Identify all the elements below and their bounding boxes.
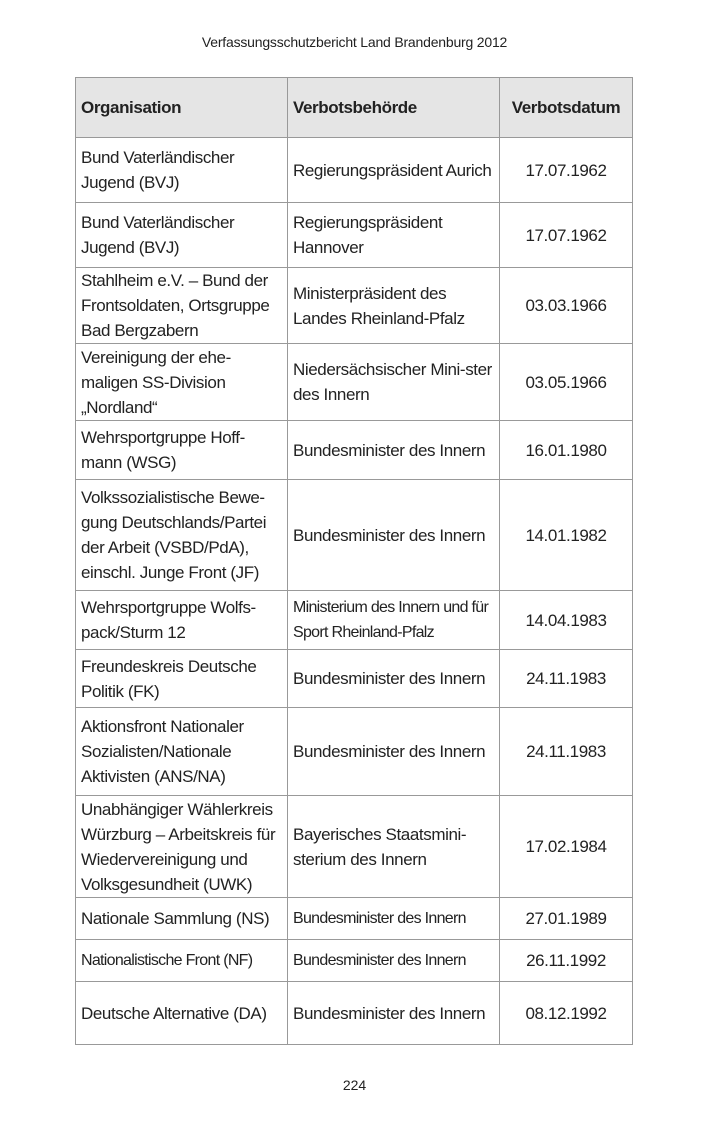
cell-organisation: Wehrsportgruppe Hoff-mann (WSG) (76, 421, 288, 480)
cell-organisation: Nationalistische Front (NF) (76, 940, 288, 982)
column-header-authority: Verbotsbehörde (288, 78, 500, 138)
cell-organisation: Aktionsfront Nationaler Sozialisten/Nationale Aktivisten (ANS/NA) (76, 708, 288, 796)
cell-authority: Niedersächsischer Mini-ster des Innern (288, 344, 500, 421)
cell-date: 27.01.1989 (500, 898, 633, 940)
table-row (76, 591, 633, 650)
cell-organisation: Vereinigung der ehe-maligen SS-Division „Nordland“ (76, 344, 288, 421)
cell-date: 03.03.1966 (500, 268, 633, 344)
table-row (76, 421, 633, 480)
cell-date: 17.07.1962 (500, 203, 633, 268)
cell-date: 24.11.1983 (500, 650, 633, 708)
table-row (76, 268, 633, 344)
page-number: 224 (342, 1077, 367, 1093)
header-row (76, 78, 633, 138)
cell-authority: Ministerium des Innern und für Sport Rheinland-Pfalz (288, 591, 500, 650)
cell-authority: Bundesminister des Innern (288, 650, 500, 708)
cell-organisation: Volkssozialistische Bewe-gung Deutschlands/Partei der Arbeit (VSBD/PdA), einschl. Junge Front (JF) (76, 480, 288, 591)
table-body (76, 138, 633, 1045)
cell-authority: Regierungspräsident Aurich (288, 138, 500, 203)
cell-date: 03.05.1966 (500, 344, 633, 421)
table-row (76, 982, 633, 1045)
cell-authority: Bundesminister des Innern (288, 940, 500, 982)
cell-organisation: Deutsche Alternative (DA) (76, 982, 288, 1045)
table-row (76, 796, 633, 898)
table-row (76, 898, 633, 940)
cell-authority: Ministerpräsident des Landes Rheinland-Pfalz (288, 268, 500, 344)
cell-organisation: Unabhängiger Wählerkreis Würzburg – Arbeitskreis für Wiedervereinigung und Volksgesundheit (UWK) (76, 796, 288, 898)
cell-organisation: Bund Vaterländischer Jugend (BVJ) (76, 203, 288, 268)
table-row (76, 940, 633, 982)
cell-date: 16.01.1980 (500, 421, 633, 480)
cell-authority: Regierungspräsident Hannover (288, 203, 500, 268)
cell-organisation: Nationale Sammlung (NS) (76, 898, 288, 940)
table-header (76, 78, 633, 138)
cell-date: 14.04.1983 (500, 591, 633, 650)
cell-authority: Bundesminister des Innern (288, 480, 500, 591)
table-row (76, 650, 633, 708)
cell-date: 26.11.1992 (500, 940, 633, 982)
table-row (76, 708, 633, 796)
table-row (76, 480, 633, 591)
column-header-date: Verbotsdatum (500, 78, 633, 138)
cell-date: 17.07.1962 (500, 138, 633, 203)
cell-organisation: Wehrsportgruppe Wolfs-pack/Sturm 12 (76, 591, 288, 650)
cell-authority: Bundesminister des Innern (288, 898, 500, 940)
cell-date: 24.11.1983 (500, 708, 633, 796)
table-row (76, 203, 633, 268)
table-row (76, 344, 633, 421)
column-header-organisation: Organisation (76, 78, 288, 138)
cell-organisation: Bund Vaterländischer Jugend (BVJ) (76, 138, 288, 203)
cell-organisation: Stahlheim e.V. – Bund der Frontsoldaten, Ortsgruppe Bad Bergzabern (76, 268, 288, 344)
cell-date: 08.12.1992 (500, 982, 633, 1045)
table-row (76, 138, 633, 203)
cell-authority: Bundesminister des Innern (288, 421, 500, 480)
running-header: Verfassungsschutzbericht Land Brandenburg 2012 (201, 34, 508, 50)
cell-date: 14.01.1982 (500, 480, 633, 591)
cell-organisation: Freundeskreis Deutsche Politik (FK) (76, 650, 288, 708)
cell-authority: Bundesminister des Innern (288, 982, 500, 1045)
cell-authority: Bundesminister des Innern (288, 708, 500, 796)
ban-table (75, 77, 633, 1045)
cell-authority: Bayerisches Staatsmini-sterium des Innern (288, 796, 500, 898)
cell-date: 17.02.1984 (500, 796, 633, 898)
